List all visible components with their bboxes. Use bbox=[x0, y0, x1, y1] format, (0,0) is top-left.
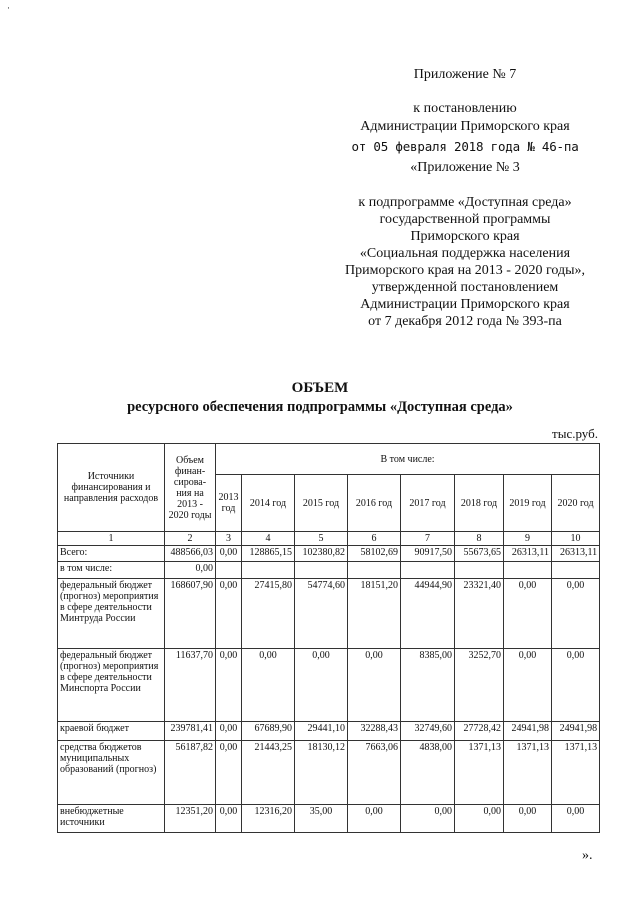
value-cell: 0,00 bbox=[216, 722, 242, 741]
value-cell: 54774,60 bbox=[295, 579, 348, 649]
column-index: 8 bbox=[455, 532, 504, 546]
value-cell: 0,00 bbox=[348, 649, 401, 722]
header-line: «Приложение № 3 bbox=[410, 160, 520, 175]
resolution-date: от 05 февраля 2018 года № 46-па bbox=[351, 139, 579, 154]
header-year: 2017 год bbox=[401, 475, 455, 532]
table-row bbox=[58, 741, 600, 805]
value-cell: 18130,12 bbox=[295, 741, 348, 805]
value-cell bbox=[295, 562, 348, 579]
value-cell: 27728,42 bbox=[455, 722, 504, 741]
document-subtitle: ресурсного обеспечения подпрограммы «Доступная среда» bbox=[127, 399, 513, 415]
value-cell: 58102,69 bbox=[348, 546, 401, 562]
value-cell: 29441,10 bbox=[295, 722, 348, 741]
header-total: Объем финан-сирова-ния на 2013 - 2020 годы bbox=[165, 444, 216, 532]
value-cell: 90917,50 bbox=[401, 546, 455, 562]
document-title: ОБЪЕМ bbox=[291, 380, 349, 396]
value-cell: 67689,90 bbox=[242, 722, 295, 741]
value-cell: 4838,00 bbox=[401, 741, 455, 805]
value-cell: 0,00 bbox=[295, 649, 348, 722]
header-line: утвержденной постановлением bbox=[371, 280, 559, 295]
value-cell: 168607,90 bbox=[165, 579, 216, 649]
header-source: Источники финансирования и направления расходов bbox=[58, 444, 165, 532]
value-cell: 0,00 bbox=[216, 579, 242, 649]
header-including: В том числе: bbox=[216, 444, 600, 475]
value-cell bbox=[401, 562, 455, 579]
column-index: 3 bbox=[216, 532, 242, 546]
row-label: федеральный бюджет (прогноз) мероприятия в сфере деятельности Минспорта России bbox=[58, 649, 165, 722]
value-cell: 0,00 bbox=[165, 562, 216, 579]
value-cell: 0,00 bbox=[401, 805, 455, 833]
value-cell: 32749,60 bbox=[401, 722, 455, 741]
header-year: 2018 год bbox=[455, 475, 504, 532]
value-cell: 24941,98 bbox=[552, 722, 600, 741]
value-cell: 0,00 bbox=[216, 741, 242, 805]
table-row bbox=[58, 546, 600, 562]
header-year: 2013 год bbox=[216, 475, 242, 532]
financing-table bbox=[57, 443, 600, 833]
value-cell bbox=[455, 562, 504, 579]
header-year: 2014 год bbox=[242, 475, 295, 532]
value-cell: 27415,80 bbox=[242, 579, 295, 649]
value-cell: 35,00 bbox=[295, 805, 348, 833]
row-label: внебюджетные источники bbox=[58, 805, 165, 833]
value-cell: 26313,11 bbox=[552, 546, 600, 562]
row-label: Всего: bbox=[58, 546, 165, 562]
closing-quote: ». bbox=[582, 848, 593, 863]
appendix-number: Приложение № 7 bbox=[413, 67, 517, 82]
value-cell: 12316,20 bbox=[242, 805, 295, 833]
header-line: Приморского края bbox=[410, 229, 520, 244]
value-cell: 7663,06 bbox=[348, 741, 401, 805]
column-index: 4 bbox=[242, 532, 295, 546]
header-year: 2019 год bbox=[504, 475, 552, 532]
column-index: 10 bbox=[552, 532, 600, 546]
header-line: Администрации Приморского края bbox=[360, 297, 570, 312]
value-cell: 1371,13 bbox=[455, 741, 504, 805]
header-year: 2015 год bbox=[295, 475, 348, 532]
value-cell: 0,00 bbox=[242, 649, 295, 722]
value-cell: 0,00 bbox=[504, 579, 552, 649]
header-line: к подпрограмме «Доступная среда» bbox=[358, 195, 572, 210]
value-cell: 32288,43 bbox=[348, 722, 401, 741]
value-cell: 55673,65 bbox=[455, 546, 504, 562]
value-cell: 21443,25 bbox=[242, 741, 295, 805]
header-line: Администрации Приморского края bbox=[360, 119, 570, 134]
header-line: государственной программы bbox=[379, 212, 551, 227]
value-cell: 0,00 bbox=[504, 805, 552, 833]
row-label: федеральный бюджет (прогноз) мероприятия в сфере деятельности Минтруда России bbox=[58, 579, 165, 649]
value-cell bbox=[216, 562, 242, 579]
value-cell: 44944,90 bbox=[401, 579, 455, 649]
value-cell bbox=[552, 562, 600, 579]
value-cell: 0,00 bbox=[216, 805, 242, 833]
header-year: 2020 год bbox=[552, 475, 600, 532]
value-cell: 0,00 bbox=[552, 579, 600, 649]
value-cell: 0,00 bbox=[348, 805, 401, 833]
column-index: 1 bbox=[58, 532, 165, 546]
row-label: в том числе: bbox=[58, 562, 165, 579]
column-index: 5 bbox=[295, 532, 348, 546]
value-cell: 23321,40 bbox=[455, 579, 504, 649]
value-cell: 0,00 bbox=[455, 805, 504, 833]
value-cell: 8385,00 bbox=[401, 649, 455, 722]
table-row bbox=[58, 649, 600, 722]
row-label: средства бюджетов муниципальных образований (прогноз) bbox=[58, 741, 165, 805]
value-cell: 0,00 bbox=[504, 649, 552, 722]
column-index: 6 bbox=[348, 532, 401, 546]
units-label: тыс.руб. bbox=[552, 426, 598, 441]
value-cell: 18151,20 bbox=[348, 579, 401, 649]
header-line: Приморского края на 2013 - 2020 годы», bbox=[344, 263, 585, 278]
table-row bbox=[58, 722, 600, 741]
value-cell: 1371,13 bbox=[504, 741, 552, 805]
table-row bbox=[58, 562, 600, 579]
header-line: «Социальная поддержка населения bbox=[359, 246, 571, 261]
value-cell: 26313,11 bbox=[504, 546, 552, 562]
value-cell: 488566,03 bbox=[165, 546, 216, 562]
value-cell: 0,00 bbox=[216, 546, 242, 562]
value-cell: 1371,13 bbox=[552, 741, 600, 805]
value-cell: 0,00 bbox=[552, 805, 600, 833]
table-row bbox=[58, 805, 600, 833]
value-cell: 11637,70 bbox=[165, 649, 216, 722]
column-index: 7 bbox=[401, 532, 455, 546]
value-cell: 3252,70 bbox=[455, 649, 504, 722]
row-label: краевой бюджет bbox=[58, 722, 165, 741]
value-cell bbox=[242, 562, 295, 579]
value-cell: 56187,82 bbox=[165, 741, 216, 805]
value-cell: 102380,82 bbox=[295, 546, 348, 562]
value-cell: 24941,98 bbox=[504, 722, 552, 741]
header-year: 2016 год bbox=[348, 475, 401, 532]
header-line: от 7 декабря 2012 года № 393-па bbox=[368, 314, 562, 329]
value-cell: 0,00 bbox=[552, 649, 600, 722]
table-row bbox=[58, 579, 600, 649]
value-cell: 12351,20 bbox=[165, 805, 216, 833]
value-cell: 0,00 bbox=[216, 649, 242, 722]
header-line: к постановлению bbox=[413, 101, 517, 116]
value-cell bbox=[504, 562, 552, 579]
column-index: 9 bbox=[504, 532, 552, 546]
column-index: 2 bbox=[165, 532, 216, 546]
scan-speck: · bbox=[7, 3, 10, 13]
value-cell: 239781,41 bbox=[165, 722, 216, 741]
value-cell bbox=[348, 562, 401, 579]
column-index-row bbox=[58, 532, 600, 546]
value-cell: 128865,15 bbox=[242, 546, 295, 562]
